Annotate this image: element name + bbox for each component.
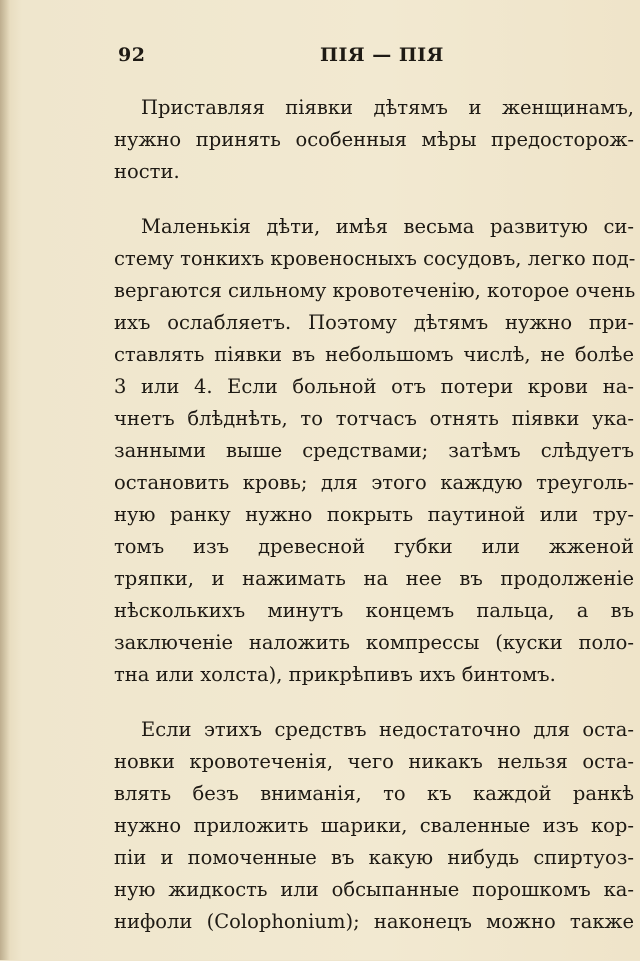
text-line: влять безъ вниманія, то къ каждой ранкѣ [114, 782, 634, 805]
text-line: чнетъ блѣднѣть, то тотчасъ отнять піявки ука- [114, 407, 634, 430]
gutter-shadow [0, 0, 10, 960]
paragraph-1 [114, 92, 634, 188]
text-line: Маленькія дѣти, имѣя весьма развитую си- [141, 215, 634, 238]
text-line: новки кровотеченія, чего никакъ нельзя оста- [114, 750, 634, 773]
paragraph-2 [114, 211, 634, 691]
text-line: ную ранку нужно покрыть паутиной или тру- [114, 503, 634, 526]
paragraph-3 [114, 714, 634, 938]
text-line: Если этихъ средствъ недостаточно для оста- [141, 718, 634, 741]
page-header [0, 44, 640, 74]
text-line: нужно приложить шарики, сваленные изъ кор- [114, 814, 634, 837]
text-line: піи и помоченные въ какую нибудь спиртуоз- [114, 846, 634, 869]
text-line: ную жидкость или обсыпанные порошкомъ ка- [114, 878, 634, 901]
text-line: тряпки, и нажимать на нее въ продолженіе [114, 567, 634, 590]
text-line: стему тонкихъ кровеносныхъ сосудовъ, легко под- [114, 247, 636, 270]
text-line: Приставляя піявки дѣтямъ и женщинамъ, [141, 96, 634, 119]
text-line: остановить кровь; для этого каждую треуголь- [114, 471, 634, 494]
body-text [114, 92, 634, 961]
text-line: ности. [114, 160, 180, 183]
page-number: 92 [118, 44, 146, 66]
text-line: нифоли (Colophonium); наконецъ можно также [114, 910, 634, 933]
text-line: занными выше средствами; затѣмъ слѣдуетъ [114, 439, 634, 462]
text-line: вергаются сильному кровотеченію, которое очень [114, 279, 636, 302]
text-line: ихъ ослабляетъ. Поэтому дѣтямъ нужно при- [114, 311, 634, 334]
text-line: нужно принять особенныя мѣры предосторож- [114, 128, 634, 151]
text-line: нѣсколькихъ минутъ концемъ пальца, а въ [114, 599, 634, 622]
running-head: ПІЯ — ПІЯ [320, 44, 444, 66]
text-line: ставлять піявки въ небольшомъ числѣ, не болѣе [114, 343, 634, 366]
text-line: томъ изъ древесной губки или жженой [114, 535, 634, 558]
text-line: 3 или 4. Если больной отъ потери крови на- [114, 375, 634, 398]
text-line: тна или холста), прикрѣпивъ ихъ бинтомъ. [114, 663, 556, 686]
text-line: заключеніе наложить компрессы (куски поло- [114, 631, 634, 654]
